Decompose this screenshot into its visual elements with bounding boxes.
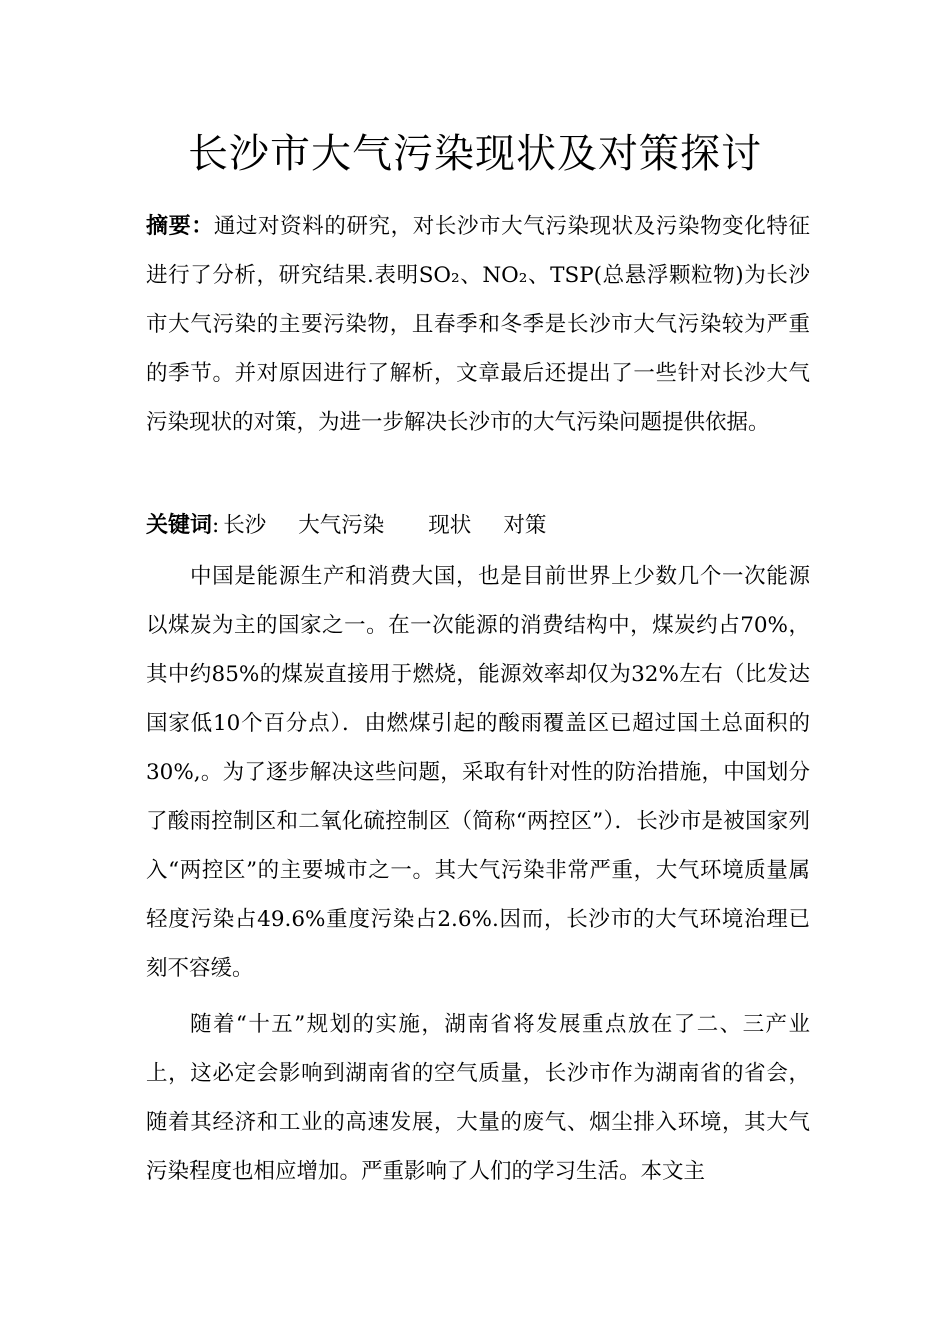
- abstract-colon: ：: [191, 214, 214, 239]
- keywords-colon: :: [212, 513, 220, 538]
- abstract-paragraph: [146, 202, 810, 447]
- keyword-item: 长沙: [223, 513, 267, 538]
- abstract-label: 摘要: [146, 214, 192, 239]
- body-paragraph: 中国是能源生产和消费大国，也是目前世界上少数几个一次能源以煤炭为主的国家之一。在一次能源的消费结构中，煤炭约占70%，其中约85%的煤炭直接用于燃烧，能源效率却仅为32%左右（比发达国家低10个百分点）．由燃煤引起的酸雨覆盖区已超过国土总面积的30%,。为了逐步解决这些问题，采取有针对性的防治措施，中国划分了酸雨控制区和二氧化硫控制区（简称“两控区”）．长沙市是被国家列入“两控区”的主要城市之一。其大气污染非常严重，大气环境质量属轻度污染占49.6%重度污染占2.6%.因而，长沙市的大气环境治理已刻不容缓。: [146, 564, 810, 981]
- keywords-label: 关键词: [146, 513, 213, 538]
- keyword-item: 对策: [503, 513, 547, 538]
- keyword-item: 大气污染: [298, 513, 385, 538]
- document-title: 长沙市大气污染现状及对策探讨: [188, 131, 762, 177]
- body-paragraph: 随着“十五”规划的实施，湖南省将发展重点放在了二、三产业上，这必定会影响到湖南省的空气质量，长沙市作为湖南省的省会，随着其经济和工业的高速发展，大量的废气、烟尘排入环境，其大气污染程度也相应增加。严重影响了人们的学习生活。本文主: [146, 1012, 810, 1184]
- keywords-line: [146, 503, 810, 549]
- abstract-text: 通过对资料的研究，对长沙市大气污染现状及污染物变化特征进行了分析，研究结果.表明SO₂、NO₂、TSP(总悬浮颗粒物)为长沙市大气污染的主要污染物，且春季和冬季是长沙市大气污染较为严重的季节。并对原因进行了解析，文章最后还提出了一些针对长沙大气污染现状的对策，为进一步解决长沙市的大气污染问题提供依据。: [146, 214, 810, 435]
- keyword-item: 现状: [428, 513, 472, 538]
